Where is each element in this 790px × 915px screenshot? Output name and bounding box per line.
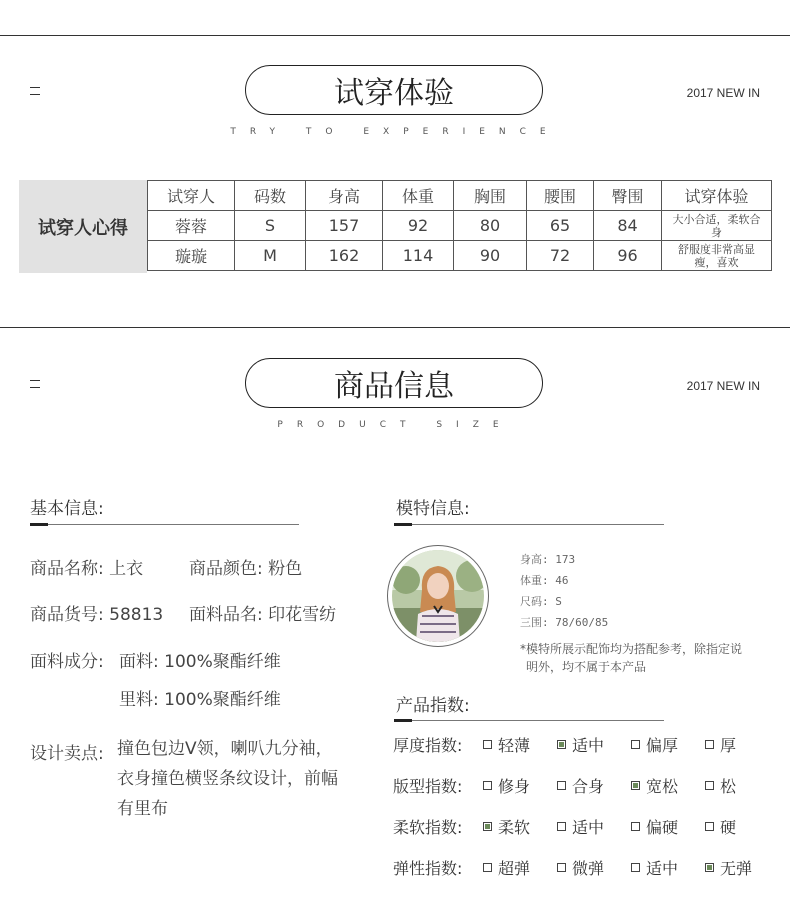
checkbox-icon — [483, 863, 492, 872]
elasticity-index-row — [393, 856, 779, 879]
checkbox-checked-icon — [483, 822, 492, 831]
model-info-heading: 模特信息: — [396, 499, 470, 519]
index-option-label: 松 — [720, 777, 737, 796]
checkbox-icon — [705, 740, 714, 749]
table-header-row — [148, 181, 772, 211]
table-row — [148, 211, 772, 241]
index-label: 厚度指数: — [393, 736, 463, 755]
checkbox-icon — [631, 863, 640, 872]
product-color: 商品颜色: 粉色 — [189, 559, 303, 579]
table-cell: 璇璇 — [148, 241, 235, 271]
checkbox-icon — [483, 740, 492, 749]
top-divider — [0, 35, 790, 36]
basic-info-heading: 基本信息: — [30, 499, 104, 519]
product-index-rule-accent — [394, 719, 412, 722]
index-option — [705, 815, 779, 838]
index-option — [705, 774, 779, 797]
checkbox-icon — [705, 781, 714, 790]
model-portrait-image — [392, 550, 484, 642]
table-header-cell: 身高 — [306, 181, 383, 211]
model-note-line: *模特所展示配饰均为搭配参考，除指定说 — [520, 642, 743, 656]
table-cell: 72 — [527, 241, 594, 271]
index-option — [705, 856, 779, 879]
index-option — [631, 774, 705, 797]
table-header-cell: 腰围 — [527, 181, 594, 211]
checkbox-icon — [557, 781, 566, 790]
product-sku: 商品货号: 58813 — [30, 605, 164, 625]
index-option — [557, 815, 631, 838]
index-option — [631, 856, 705, 879]
composition-lining: 里料: 100%聚酯纤维 — [119, 690, 281, 710]
index-option — [631, 815, 705, 838]
model-note — [520, 640, 770, 676]
index-option — [483, 856, 557, 879]
section-title-product: 商品信息 — [245, 358, 543, 408]
index-option-label: 微弹 — [572, 859, 605, 878]
table-cell: 蓉蓉 — [148, 211, 235, 241]
selling-line: 撞色包边V领，喇叭九分袖， — [117, 739, 333, 759]
index-option-label: 适中 — [646, 859, 679, 878]
index-option-label: 超弹 — [498, 859, 531, 878]
index-option-label: 硬 — [720, 818, 737, 837]
model-photo — [387, 545, 489, 647]
index-option-label: 适中 — [572, 818, 605, 837]
model-note-line: 明外，均不属于本产品 — [526, 660, 647, 674]
fabric-name: 面料品名: 印花雪纺 — [189, 605, 337, 625]
trial-row-label: 试穿人心得 — [19, 180, 147, 273]
basic-info-rule — [30, 524, 299, 525]
selling-point-label: 设计卖点: — [30, 744, 104, 764]
checkbox-icon — [483, 781, 492, 790]
index-option-label: 柔软 — [498, 818, 531, 837]
index-option-label: 偏厚 — [646, 736, 679, 755]
section-subtitle-trial: TRY TO EXPERIENCE — [230, 127, 560, 137]
index-option — [483, 774, 557, 797]
table-cell: 80 — [454, 211, 527, 241]
model-weight: 体重: 46 — [520, 574, 569, 587]
table-header-cell: 胸围 — [454, 181, 527, 211]
table-cell: 157 — [306, 211, 383, 241]
index-option-label: 偏硬 — [646, 818, 679, 837]
table-cell: 84 — [594, 211, 662, 241]
checkbox-icon — [557, 822, 566, 831]
checkbox-checked-icon — [557, 740, 566, 749]
index-option-label: 宽松 — [646, 777, 679, 796]
table-header-cell: 臀围 — [594, 181, 662, 211]
middle-divider — [0, 327, 790, 328]
index-option-label: 轻薄 — [498, 736, 531, 755]
thickness-index-row — [393, 733, 779, 756]
table-cell: 65 — [527, 211, 594, 241]
product-index-rule — [394, 720, 664, 721]
model-height: 身高: 173 — [520, 553, 576, 566]
model-measurements: 三围: 78/60/85 — [520, 616, 609, 629]
section-marker-icon — [30, 87, 40, 95]
table-cell: 114 — [383, 241, 454, 271]
new-in-tag: 2017 NEW IN — [686, 86, 760, 100]
selling-line: 衣身撞色横竖条纹设计，前幅 — [117, 769, 338, 789]
section-subtitle-product: PRODUCT SIZE — [277, 420, 513, 430]
table-cell: 92 — [383, 211, 454, 241]
composition-label: 面料成分: — [30, 652, 104, 672]
composition-shell: 面料: 100%聚酯纤维 — [119, 652, 281, 672]
index-option-label: 厚 — [720, 736, 737, 755]
checkbox-icon — [631, 822, 640, 831]
table-cell: S — [235, 211, 306, 241]
section-title-trial: 试穿体验 — [245, 65, 543, 115]
index-option — [557, 856, 631, 879]
index-option-label: 合身 — [572, 777, 605, 796]
model-info-rule — [394, 524, 664, 525]
checkbox-icon — [631, 740, 640, 749]
basic-info-rule-accent — [30, 523, 48, 526]
checkbox-checked-icon — [631, 781, 640, 790]
trial-table — [147, 180, 772, 271]
model-size: 尺码: S — [520, 595, 562, 608]
model-info-rule-accent — [394, 523, 412, 526]
checkbox-icon — [705, 822, 714, 831]
index-option — [483, 733, 557, 756]
new-in-tag: 2017 NEW IN — [686, 379, 760, 393]
table-header-cell: 试穿人 — [148, 181, 235, 211]
table-cell: 96 — [594, 241, 662, 271]
selling-line: 有里布 — [117, 799, 168, 819]
table-cell: 90 — [454, 241, 527, 271]
index-option — [483, 815, 557, 838]
index-option — [631, 733, 705, 756]
table-header-cell: 试穿体验 — [662, 181, 772, 211]
index-option-label: 无弹 — [720, 859, 753, 878]
fit-index-row — [393, 774, 779, 797]
table-header-cell: 码数 — [235, 181, 306, 211]
index-option — [557, 733, 631, 756]
product-name: 商品名称: 上衣 — [30, 559, 144, 579]
index-label: 弹性指数: — [393, 859, 463, 878]
section-marker-icon — [30, 380, 40, 388]
table-cell-experience: 大小合适，柔软合身 — [662, 211, 772, 241]
table-row — [148, 241, 772, 271]
index-option-label: 适中 — [572, 736, 605, 755]
checkbox-checked-icon — [705, 863, 714, 872]
product-index-heading: 产品指数: — [396, 696, 470, 716]
table-cell-experience: 舒服度非常高显瘦，喜欢 — [662, 241, 772, 271]
selling-point-text — [117, 734, 367, 824]
index-label: 柔软指数: — [393, 818, 463, 837]
index-option — [557, 774, 631, 797]
table-cell: 162 — [306, 241, 383, 271]
checkbox-icon — [557, 863, 566, 872]
softness-index-row — [393, 815, 779, 838]
table-cell: M — [235, 241, 306, 271]
index-option-label: 修身 — [498, 777, 531, 796]
index-label: 版型指数: — [393, 777, 463, 796]
index-option — [705, 733, 779, 756]
table-header-cell: 体重 — [383, 181, 454, 211]
